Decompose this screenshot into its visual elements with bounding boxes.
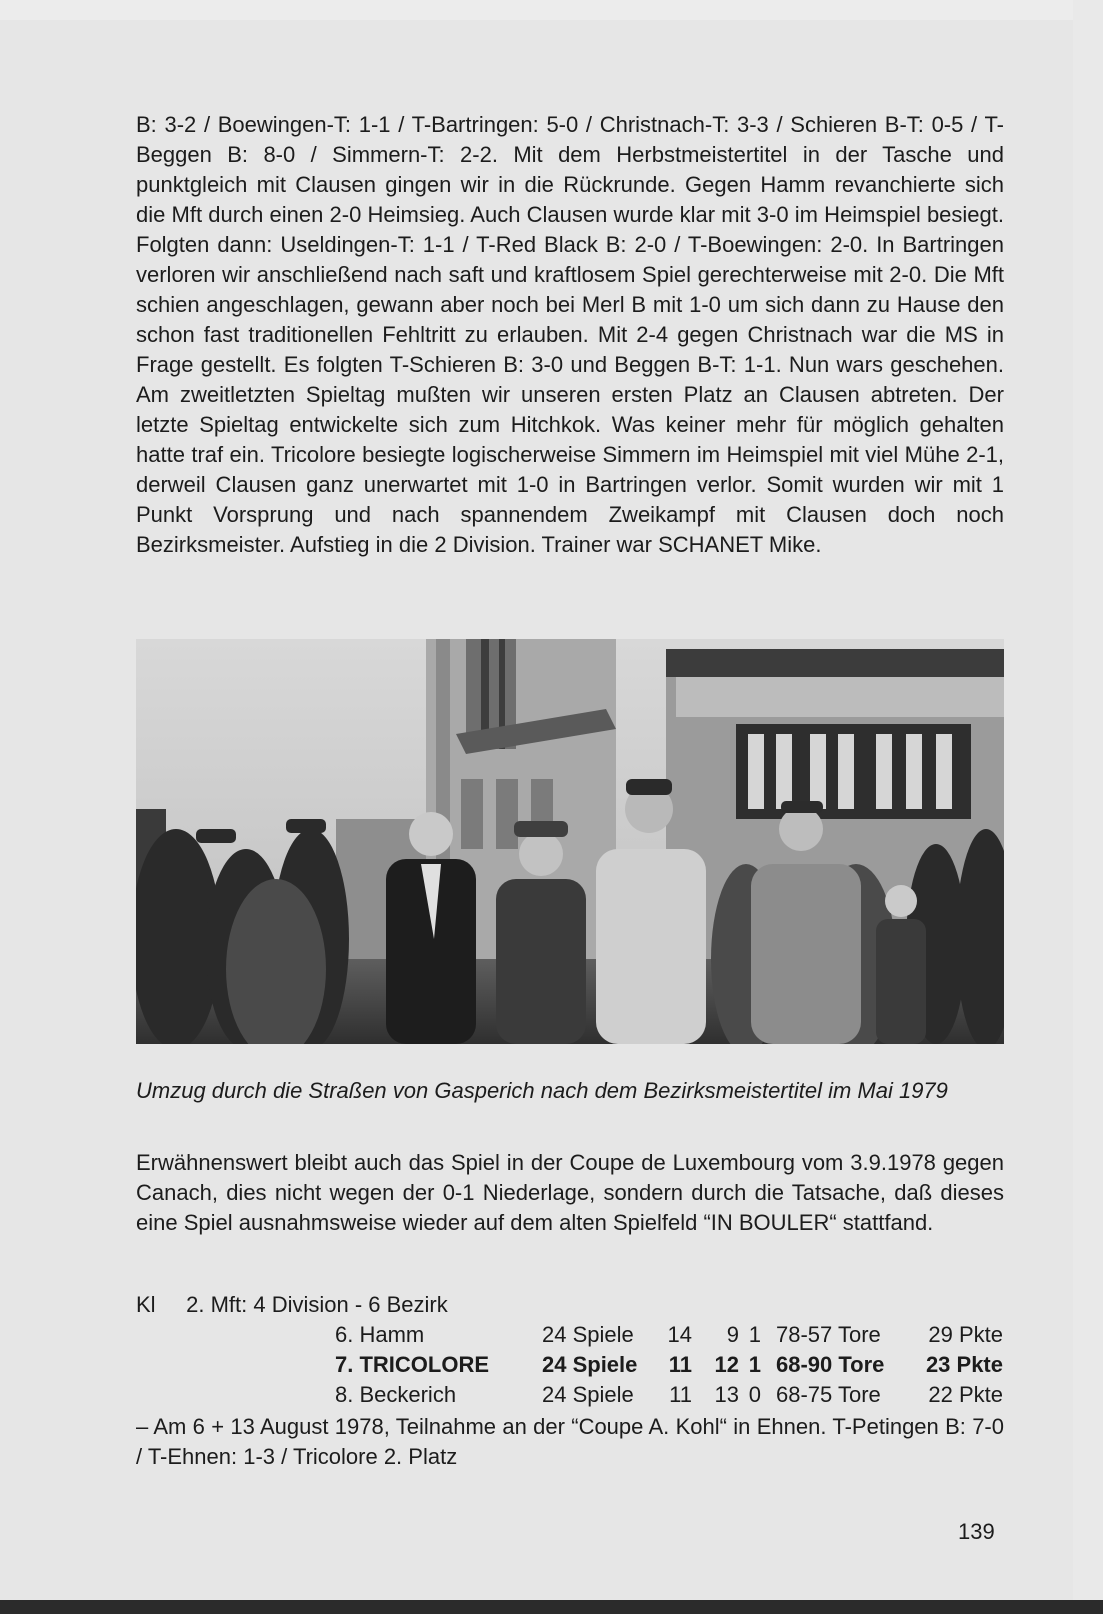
- games-played: 24 Spiele: [542, 1322, 634, 1347]
- games-drawn: 13: [714, 1382, 739, 1407]
- games-drawn: 12: [714, 1352, 739, 1377]
- games-won: 11: [668, 1352, 692, 1377]
- photo-caption: Umzug durch die Straßen von Gasperich nach dem Bezirksmeistertitel im Mai 1979: [136, 1078, 948, 1103]
- parade-photo: [136, 639, 1004, 1044]
- games-lost: 0: [748, 1382, 761, 1407]
- goals: 68-75 Tore: [776, 1382, 881, 1407]
- standings-label: Kl: [136, 1292, 156, 1317]
- goals: 68-90 Tore: [776, 1352, 885, 1377]
- games-played: 24 Spiele: [542, 1352, 638, 1377]
- games-won: 14: [667, 1322, 692, 1347]
- team-name: 8. Beckerich: [335, 1382, 457, 1407]
- games-played: 24 Spiele: [542, 1382, 634, 1407]
- paragraph-coupe: Erwähnenswert bleibt auch das Spiel in der Coupe de Luxembourg vom 3.9.1978 gegen Canach, dies nicht wegen der 0-1 Niederlage, sondern durch die Tatsache, daß dieses eine Spiel ausnahmsweise wieder auf dem alten Spielfeld “IN BOULER“ stattfand.: [136, 1150, 1004, 1235]
- games-won: 11: [669, 1382, 692, 1407]
- team-name: 6. Hamm: [335, 1322, 425, 1347]
- points: 23 Pkte: [925, 1352, 1003, 1377]
- page-number: 139: [958, 1519, 995, 1544]
- table-row: [0, 1380, 1103, 1410]
- goals: 78-57 Tore: [776, 1322, 881, 1347]
- standings-heading: 2. Mft: 4 Division - 6 Bezirk: [186, 1292, 448, 1317]
- page-top-edge: [0, 0, 1103, 20]
- table-row: [0, 1320, 1103, 1350]
- paragraph-season-report: B: 3-2 / Boewingen-T: 1-1 / T-Bartringen: 5-0 / Christnach-T: 3-3 / Schieren B-T: 0-5 / T-Beggen B: 8-0 / Simmern-T: 2-2. Mit dem Herbstmeistertitel in der Tasche und punktgleich mit Clausen gingen wir in die Rückrunde. Gegen Hamm revanchierte sich die Mft durch einen 2-0 Heimsieg. Auch Clausen wurde klar mit 3-0 im Heimspiel besiegt. Folgten dann: Useldingen-T: 1-1 / T-Red Black B: 2-0 / T-Boewingen: 2-0. In Bartringen verloren wir anschließend nach saft und kraftlosem Spiel gerechterweise mit 2-0. Die Mft schien angeschlagen, gewann aber noch bei Merl B mit 1-0 um sich dann zu Hause den schon fast traditionellen Fehltritt zu erlauben. Mit 2-4 gegen Christnach war die MS in Frage gestellt. Es folgten T-Schieren B: 3-0 und Beggen B-T: 1-1. Nun wars geschehen. Am zweitletzten Spieltag mußten wir unseren ersten Platz an Clausen abtreten. Der letzte Spieltag entwickelte sich zum Hitchkok. Was keiner mehr für möglich gehalten hatte traf ein. Tricolore besiegte logischerweise Simmern im Heimspiel mit viel Mühe 2-1, derweil Clausen ganz unerwartet mit 1-0 in Bartringen verlor. Somit wurden wir mit 1 Punkt Vorsprung und nach spannendem Zweikampf mit Clausen doch noch Bezirksmeister. Aufstieg in die 2 Division. Trainer war SCHANET Mike.: [136, 112, 1004, 557]
- paragraph-coupe-kohl: – Am 6 + 13 August 1978, Teilnahme an der “Coupe A. Kohl“ in Ehnen. T-Petingen B: 7-0 / T-Ehnen: 1-3 / Tricolore 2. Platz: [136, 1414, 1004, 1469]
- team-name: 7. TRICOLORE: [335, 1352, 490, 1377]
- points: 22 Pkte: [928, 1382, 1003, 1407]
- standings-heading-line: [136, 1290, 448, 1320]
- games-lost: 1: [748, 1322, 761, 1347]
- table-row: [0, 1350, 1103, 1380]
- points: 29 Pkte: [928, 1322, 1003, 1347]
- games-lost: 1: [748, 1352, 761, 1377]
- page-bottom-edge: [0, 1600, 1103, 1614]
- games-drawn: 9: [726, 1322, 739, 1347]
